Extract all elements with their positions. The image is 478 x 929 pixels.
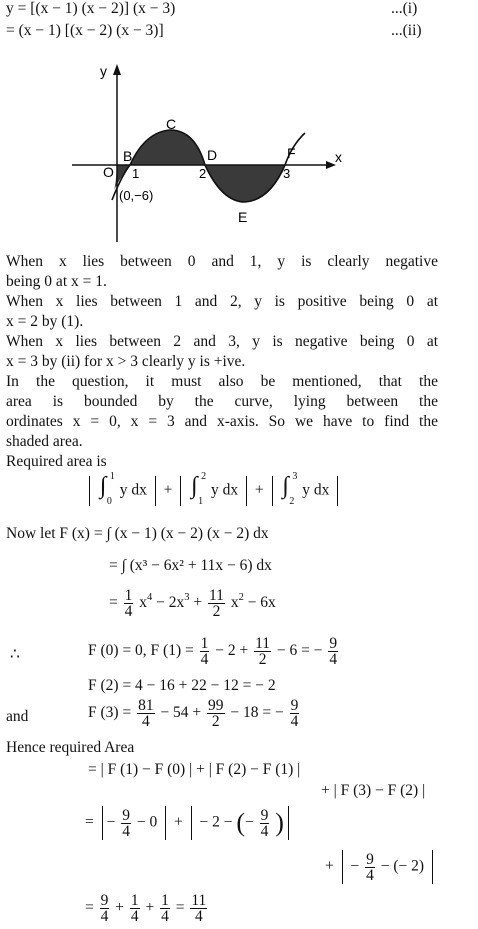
- area-expression-2: + | F (3) − F (2) |: [321, 782, 426, 799]
- tick-2: 2: [199, 166, 207, 181]
- integral-1-2: ∫ 2 1: [191, 471, 207, 507]
- para-line: When x lies between 2 and 3, y is negative being 0 at: [6, 333, 438, 350]
- y-label: y: [100, 63, 107, 79]
- paragraph-3: [6, 332, 438, 372]
- final-answer: = $\frac{9}{4}$ + $\frac{1}{4}$ + $\frac{1}{4}$ = $\frac{11}{4}$: [85, 892, 207, 925]
- paragraph-4: [6, 372, 438, 452]
- hence-label: Hence required Area: [6, 739, 135, 756]
- para-line: being 0 at x = 1.: [6, 273, 107, 290]
- y-intercept-label: (0,−6): [119, 188, 154, 203]
- para-line: ordinates x = 0, x = 3 and x-axis. So we have to find the: [6, 413, 438, 430]
- equation-ii-tag: ...(ii): [391, 22, 422, 39]
- y-axis-arrow: [113, 64, 121, 75]
- fx-integrated: = $\frac{1}{4}$ $x^4 - 2x^3$ + $\frac{11}{2}$ $x^2 - 6x$: [109, 587, 276, 620]
- point-c: C: [166, 116, 177, 132]
- fx-expanded: = ∫ (x³ − 6x² + 11x − 6) dx: [109, 557, 272, 574]
- para-line: area is bounded by the curve, lying between the: [6, 393, 438, 410]
- equation-ii: = (x − 1) [(x − 2) (x − 3)]: [6, 22, 164, 39]
- integral-0-1: ∫ 1 0: [99, 471, 115, 507]
- shaded-region-2-3: [205, 165, 285, 202]
- para-line: When x lies between 0 and 1, y is clearly negative: [6, 253, 438, 270]
- para-line: x = 3 by (ii) for x > 3 clearly y is +ive.: [6, 353, 246, 370]
- point-d: D: [207, 147, 218, 163]
- integral-2-3: ∫ 3 2: [282, 471, 298, 507]
- equation-i: [6, 0, 175, 18]
- integrals-row: ∫ 1 0 y dx + ∫ 2 1 y dx + ∫ 3 2 y dx: [85, 476, 342, 506]
- equation-i-text: y = [(x − 1) (x − 2)] (x − 3): [6, 0, 176, 17]
- paragraph-1: [6, 252, 438, 292]
- origin-label: O: [103, 164, 114, 180]
- tick-3: 3: [283, 166, 291, 181]
- tick-1: 1: [132, 166, 140, 181]
- area-substitution-2: + − $\frac{9}{4}$ − (− 2): [325, 850, 437, 884]
- fx-definition: Now let F (x) = ∫ (x − 1) (x − 2) (x − 2) dx: [6, 525, 269, 542]
- area-substitution-1: = − $\frac{9}{4}$ − 0 + − 2 − (− $\frac{9}{4}$ ): [85, 806, 293, 840]
- point-f: F: [287, 145, 296, 161]
- point-e: E: [238, 209, 248, 225]
- therefore-symbol: ∴: [10, 646, 20, 663]
- para-line: When x lies between 1 and 2, y is positive being 0 at: [6, 293, 438, 310]
- para-line: shaded area.: [6, 433, 83, 450]
- f-value-3: F (3) = $\frac{81}{4}$ − 54 + $\frac{99}{2}$ − 18 = − $\frac{9}{4}$: [88, 697, 299, 730]
- area-expression-1: = | F (1) − F (0) | + | F (2) − F (1) |: [88, 761, 301, 778]
- cubic-graph: [0, 50, 478, 250]
- f-values-0-1: F (0) = 0, F (1) = $\frac{1}{4}$ − 2 + $\frac{11}{2}$ − 6 = − $\frac{9}{4}$: [88, 635, 338, 668]
- equation-i-tag: ...(i): [391, 0, 418, 17]
- f-value-2: F (2) = 4 − 16 + 22 − 12 = − 2: [88, 677, 276, 694]
- point-b: B: [123, 148, 133, 164]
- para-line: x = 2 by (1).: [6, 313, 84, 330]
- required-area-label: Required area is: [6, 453, 107, 470]
- para-line: In the question, it must also be mentioned, that the: [6, 373, 438, 390]
- and-label: and: [6, 708, 29, 725]
- paragraph-2: [6, 292, 438, 332]
- x-label: x: [335, 149, 342, 165]
